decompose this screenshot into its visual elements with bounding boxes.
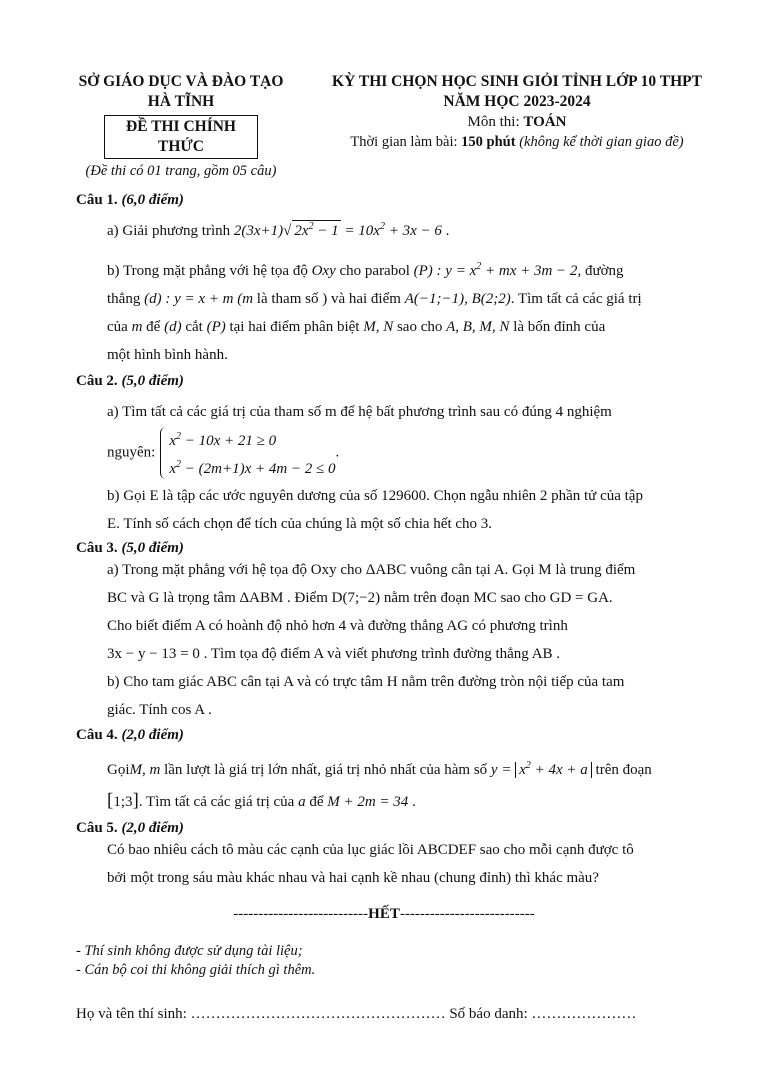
q4-line1: GọiM, m lần lượt là giá trị lớn nhất, giá trị nhỏ nhất của hàm số $y = x^2 + 4x + a$ trên đoạn (107, 760, 652, 778)
subject-line: Môn thi: TOÁN (467, 114, 567, 130)
q1-b: b) Trong mặt phẳng với hệ tọa độ Oxy cho parabol (P) : $y = x^2$ + mx + 3m − 2, đường thẳng (d) : y = x + m (m là tham số ) và hai điểm A(−1;−1), B(2;2). Tìm tất cả các giá trị của m để (d) cắt (P) tại hai điểm phân biệt M, N sao cho A, B, M, N là bốn đỉnh của một hình bình hành. (107, 261, 642, 363)
exam-title: KỲ THI CHỌN HỌC SINH GIỎI TỈNH LỚP 10 THPT (332, 73, 702, 90)
q2-b: b) Gọi E là tập các ước nguyên dương của số 129600. Chọn ngẫu nhiên 2 phần tử của tập E. Tính số cách chọn để tích của chúng là một số chia hết cho 3. (107, 488, 643, 532)
department-name: SỞ GIÁO DỤC VÀ ĐÀO TẠO (78, 73, 284, 90)
header-right (322, 72, 712, 152)
q3-b: b) Cho tam giác ABC cân tại A và có trực tâm H nằm trên đường tròn nội tiếp của tam giác. Tính cos A . (107, 674, 625, 718)
q1-heading: Câu 1. (6,0 điểm) (76, 192, 184, 208)
header-left (66, 72, 296, 181)
school-year: NĂM HỌC 2023-2024 (443, 93, 591, 110)
q4-heading: Câu 4. (2,0 điểm) (76, 727, 184, 743)
province-name: HÀ TĨNH (147, 93, 215, 110)
time-line: Thời gian làm bài: 150 phút (không kể thời gian giao đề) (350, 134, 684, 150)
q3-a: a) Trong mặt phẳng với hệ tọa độ Oxy cho ΔABC vuông cân tại A. Gọi M là trung điểm BC và G là trọng tâm ΔABM . Điểm D(7;−2) nằm trên đoạn MC sao cho GD = GA. Cho biết điểm A có hoành độ nhỏ hơn 4 và đường thẳng AG có phương trình 3x − y − 13 = 0 . Tìm tọa độ điểm A và viết phương trình đường thẳng AB . (107, 562, 636, 662)
time-value: 150 phút (461, 134, 516, 150)
q2-a-line1: a) Tìm tất cả các giá trị của tham số m để hệ bất phương trình sau có đúng 4 nghiệm (107, 404, 612, 420)
q5-heading: Câu 5. (2,0 điểm) (76, 820, 184, 836)
name-blank: …………………………………………… (190, 1006, 446, 1022)
q3-heading: Câu 3. (5,0 điểm) (76, 540, 184, 556)
q2-heading: Câu 2. (5,0 điểm) (76, 373, 184, 389)
footer-note-1: - Thí sinh không được sử dụng tài liệu; (76, 943, 303, 959)
q5-text: Có bao nhiêu cách tô màu các cạnh của lục giác lồi ABCDEF sao cho mỗi cạnh được tô bởi một trong sáu màu khác nhau và hai cạnh kề nhau (chung đỉnh) thì khác màu? (107, 842, 634, 886)
q1-a: a) Giải phương trình 2(3x+1)√ $2x^2 - 1 = 10x^2 + 3x - 6$ . (107, 221, 450, 239)
pages-note: (Đề thi có 01 trang, gồm 05 câu) (85, 163, 277, 179)
q1-a-equation: 2(3x+1)√ $2x^2 - 1 = 10x^2 + 3x - 6$ (233, 221, 442, 239)
candidate-info-line: Họ và tên thí sinh: …………………………………………… Số báo danh: ………………… (76, 1006, 637, 1022)
q2-a-system: nguyên: $x^2 - 10x + 21 \ge 0$ $x^2 - (2m+1)x + 4m - 2 \le 0$ . (107, 425, 339, 481)
official-exam-label: ĐỀ THI CHÍNH THỨC (104, 115, 258, 159)
end-marker: ---------------------------HẾT--------------------------- (233, 906, 535, 922)
footer-note-2: - Cán bộ coi thi không giải thích gì thêm. (76, 962, 316, 978)
q4-line2: [1;3]. Tìm tất cả các giá trị của a để M + 2m = 34 . (107, 790, 416, 811)
subject-name: TOÁN (523, 114, 567, 130)
id-blank: ………………… (531, 1006, 637, 1022)
